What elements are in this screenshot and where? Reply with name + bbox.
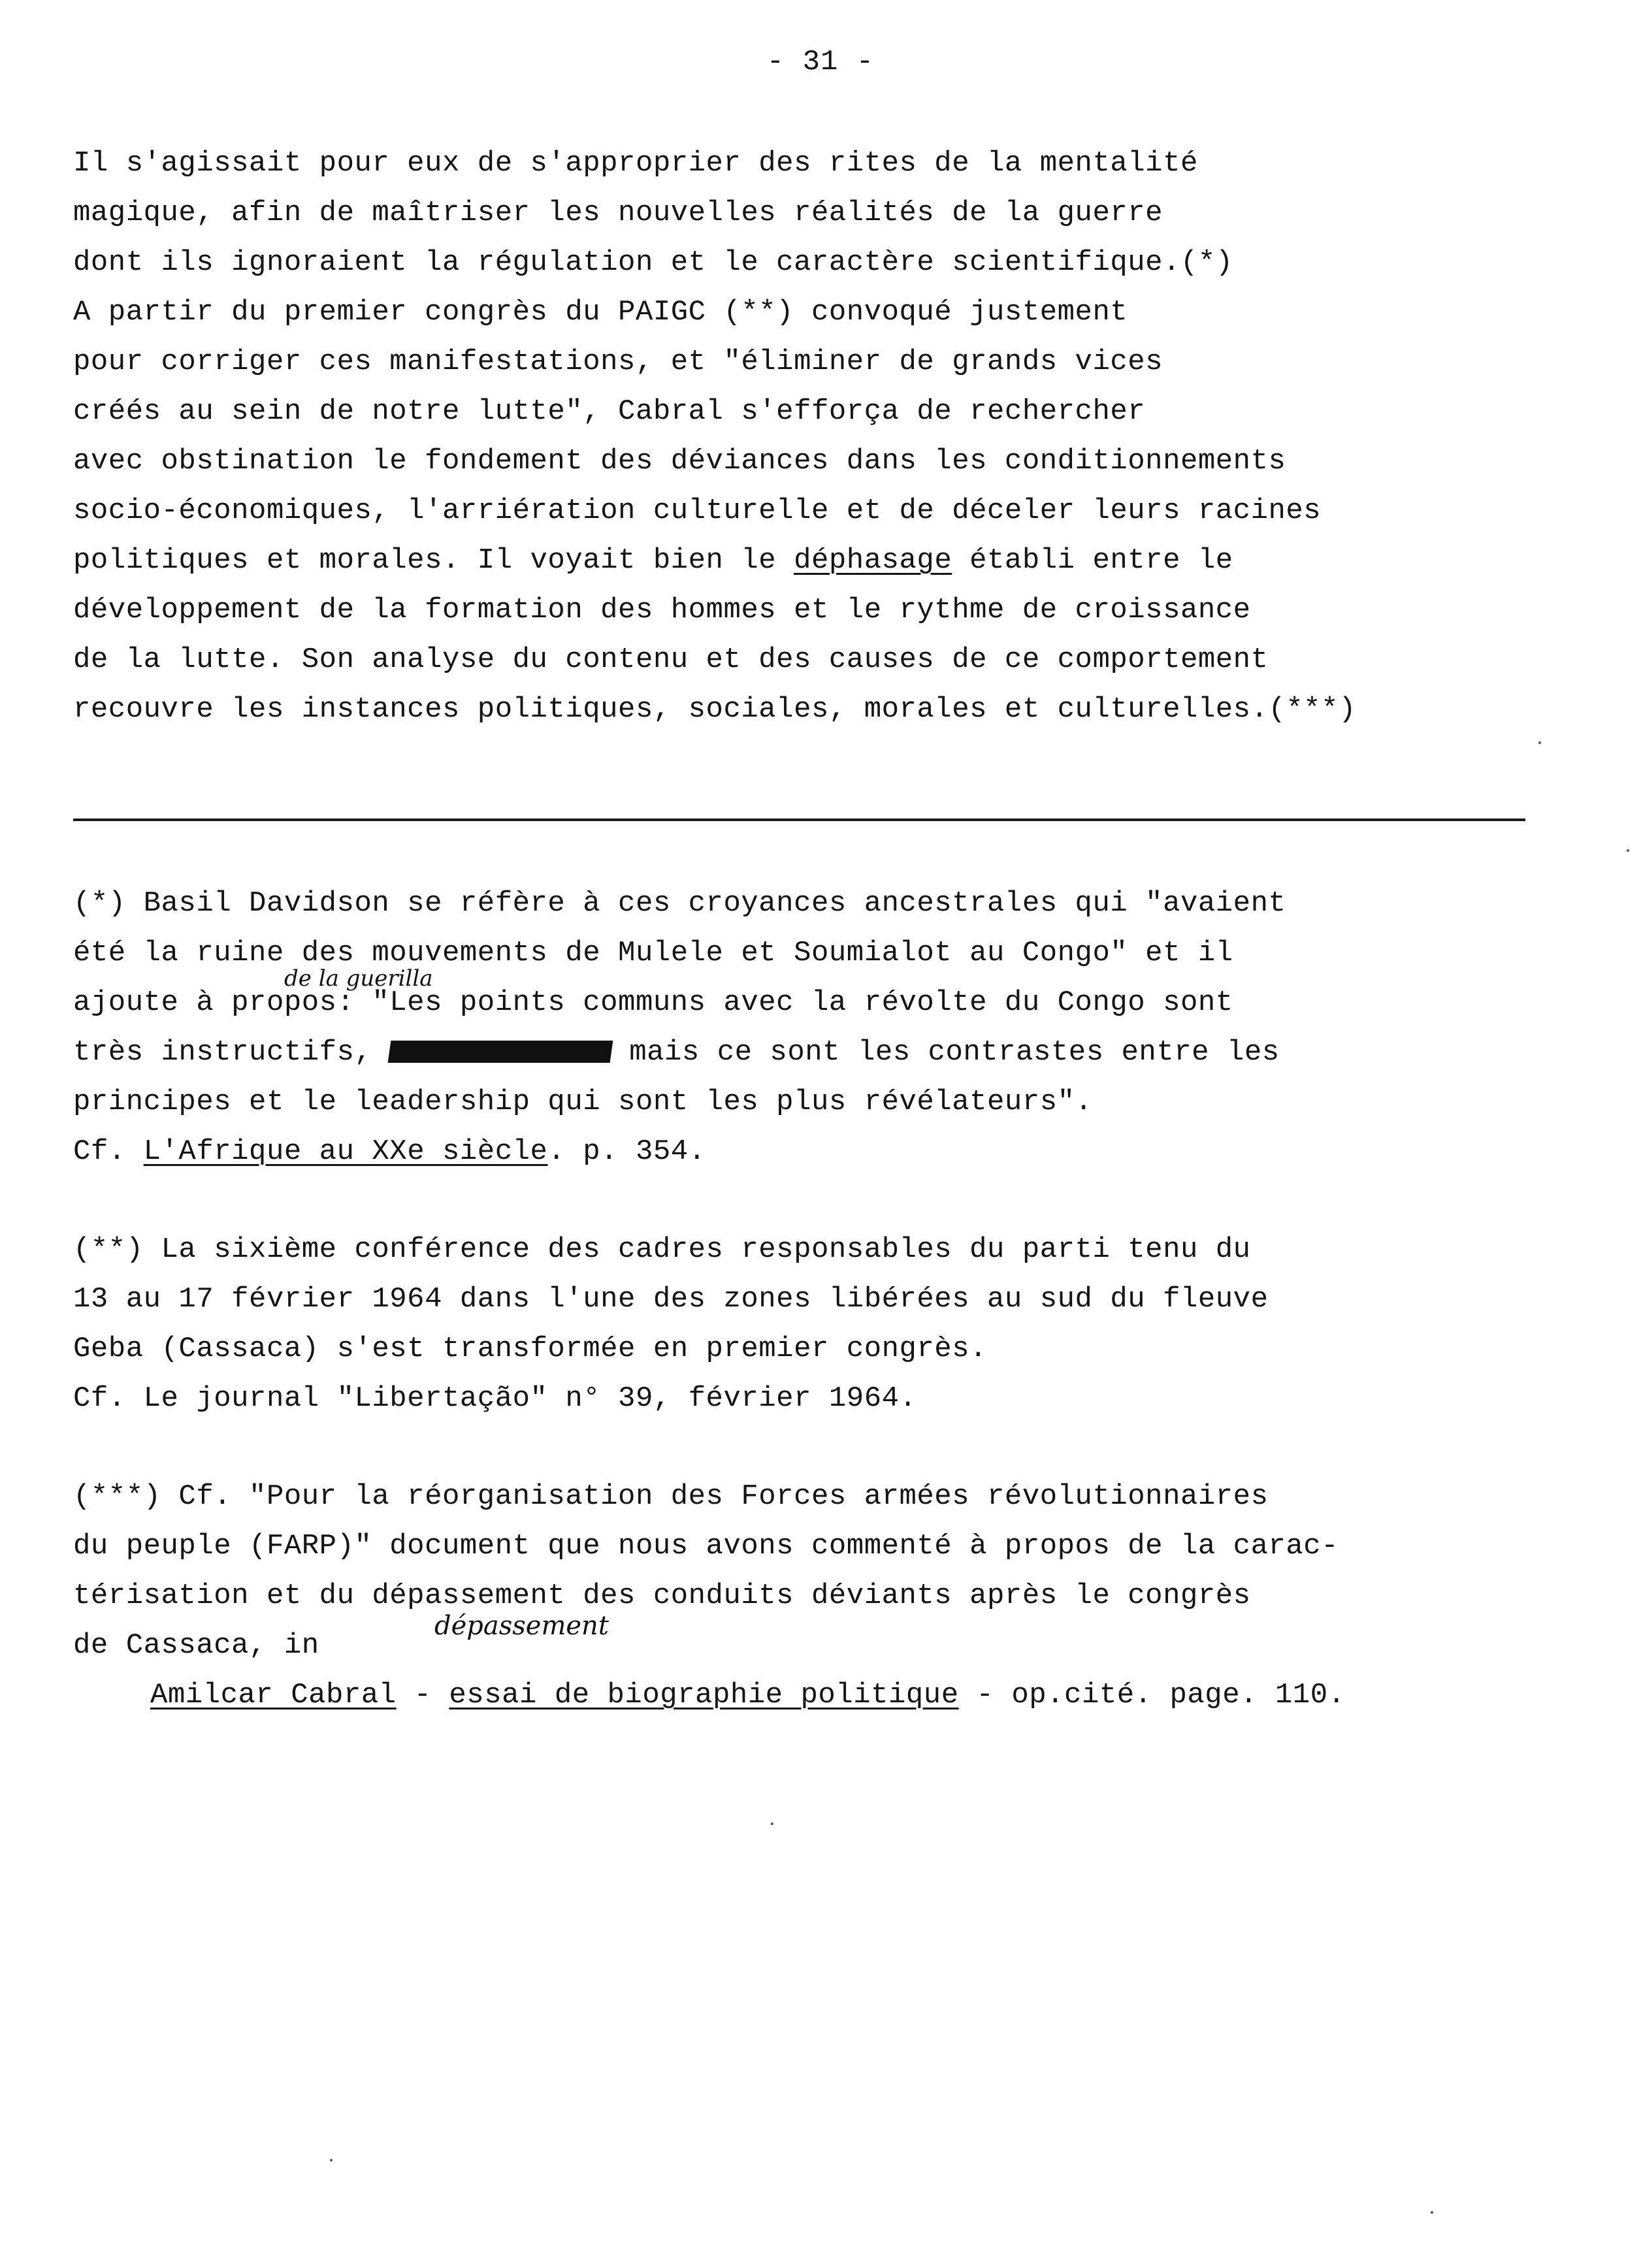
body-line-tail: établi entre le bbox=[969, 544, 1233, 577]
body-line: pour corriger ces manifestations, et "éliminer de grands vices bbox=[73, 346, 1163, 378]
handwritten-correction: dépassement bbox=[434, 1611, 609, 1641]
scan-speck bbox=[1538, 741, 1541, 744]
footnote-line: (*) Basil Davidson se réfère à ces croyances ancestrales qui "avaient bbox=[73, 887, 1286, 920]
footnote-line: principes et le leadership qui sont les plus révélateurs". bbox=[73, 1086, 1093, 1118]
citation-page: . p. 354. bbox=[547, 1135, 706, 1168]
footnote-line: Cf. Le journal "Libertação" n° 39, février 1964. bbox=[73, 1382, 917, 1415]
reference-page: - op.cité. page. 110. bbox=[958, 1679, 1346, 1711]
footnote-line: Geba (Cassaca) s'est transformée en premier congrès. bbox=[73, 1333, 988, 1365]
citation-title: L'Afrique au XXe siècle bbox=[143, 1135, 548, 1168]
reference-separator: - bbox=[396, 1679, 449, 1711]
body-line: développement de la formation des hommes et le rythme de croissance bbox=[73, 594, 1251, 626]
body-line: magique, afin de maîtriser les nouvelles réalités de la guerre bbox=[73, 197, 1163, 229]
body-line: de la lutte. Son analyse du contenu et des causes de ce comportement bbox=[73, 643, 1269, 676]
footnote-line: été la ruine des mouvements de Mulele et Soumialot au Congo" et il bbox=[73, 937, 1233, 969]
scan-speck bbox=[1627, 849, 1629, 852]
reference-author: Amilcar Cabral bbox=[150, 1679, 397, 1711]
body-line: créés au sein de notre lutte", Cabral s'efforça de rechercher bbox=[73, 395, 1146, 428]
body-line: recouvre les instances politiques, sociales, morales et culturelles.(***) bbox=[73, 693, 1357, 726]
scan-speck bbox=[330, 2159, 333, 2162]
body-line bbox=[73, 542, 1233, 579]
footnote-line bbox=[73, 1133, 706, 1170]
footnote-separator bbox=[73, 818, 1525, 821]
footnote-line: 13 au 17 février 1964 dans l'une des zones libérées au sud du fleuve bbox=[73, 1283, 1269, 1316]
body-line: socio-économiques, l'arriération culturelle et de déceler leurs racines bbox=[73, 494, 1322, 527]
footnote-line: du peuple (FARP)" document que nous avons commenté à propos de la carac- bbox=[73, 1530, 1339, 1563]
footnote-line bbox=[73, 1034, 1280, 1071]
footnote-line: de Cassaca, in bbox=[73, 1629, 319, 1662]
reference-title: essai de biographie politique bbox=[449, 1679, 959, 1711]
footnote-line-text: mais ce sont les contrastes entre les bbox=[629, 1036, 1280, 1069]
handwritten-insertion: de la guerilla bbox=[284, 965, 433, 992]
footnote-line: (**) La sixième conférence des cadres responsables du parti tenu du bbox=[73, 1233, 1251, 1266]
redaction-mark bbox=[388, 1041, 613, 1063]
footnote-line bbox=[150, 1677, 1346, 1713]
scan-speck bbox=[771, 1822, 773, 1825]
body-line-text: politiques et morales. Il voyait bien le bbox=[73, 544, 777, 577]
footnote-line: ajoute à propos: "Les points communs avec la révolte du Congo sont bbox=[73, 986, 1233, 1019]
underlined-word: déphasage bbox=[794, 544, 952, 577]
page-number: - 31 - bbox=[766, 46, 875, 78]
body-line: avec obstination le fondement des déviances dans les conditionnements bbox=[73, 445, 1286, 478]
footnote-line-text: très instructifs, bbox=[73, 1036, 372, 1069]
footnote-line: térisation et du dépassement des conduits déviants après le congrès bbox=[73, 1580, 1251, 1612]
scan-speck bbox=[1431, 2211, 1433, 2214]
citation-prefix: Cf. bbox=[73, 1135, 126, 1168]
body-line: A partir du premier congrès du PAIGC (**) convoqué justement bbox=[73, 296, 1128, 329]
body-line: Il s'agissait pour eux de s'approprier des rites de la mentalité bbox=[73, 147, 1198, 180]
body-line: dont ils ignoraient la régulation et le caractère scientifique.(*) bbox=[73, 246, 1233, 279]
footnote-line: (***) Cf. "Pour la réorganisation des Forces armées révolutionnaires bbox=[73, 1480, 1269, 1513]
